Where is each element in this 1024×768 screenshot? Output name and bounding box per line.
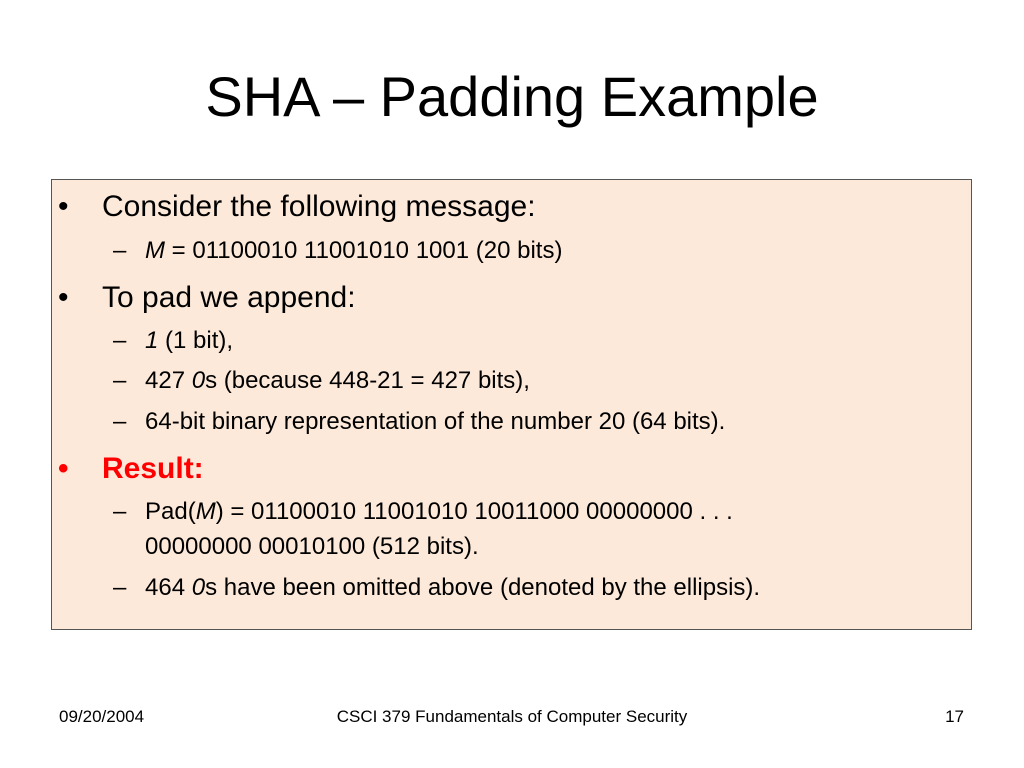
dash-icon: –: [113, 237, 127, 264]
dash-icon: –: [113, 367, 127, 394]
sub-bullet-text: 64-bit binary representation of the number 20 (64 bits).: [145, 408, 726, 435]
bullet-icon: •: [58, 281, 69, 314]
sub-bullet-text: [145, 365, 530, 397]
text-prefix: Pad(: [145, 498, 196, 525]
text-rest: (1 bit),: [158, 327, 234, 354]
bullet-icon: •: [58, 452, 69, 485]
footer-page-number: 17: [945, 707, 964, 726]
message-bits: = 01100010 11001010 1001 (20 bits): [165, 237, 563, 264]
variable-m: M: [145, 237, 165, 264]
text-rest: s have been omitted above (denoted by the ellipsis).: [205, 574, 761, 601]
footer-date: 09/20/2004: [59, 707, 145, 726]
text-rest: s (because 448-21 = 427 bits),: [205, 367, 530, 394]
text-prefix: 427: [145, 367, 192, 394]
sub-bullet-text: [145, 325, 233, 357]
sub-bullet-text: [145, 235, 562, 267]
sub-bullet-text: [145, 496, 733, 528]
dash-icon: –: [113, 408, 127, 435]
bullet-text: To pad we append:: [102, 281, 356, 314]
variable-one: 1: [145, 327, 159, 354]
bullet-text-result: Result:: [102, 452, 204, 485]
variable-zero: 0: [191, 574, 206, 601]
footer-course: CSCI 379 Fundamentals of Computer Security: [336, 707, 688, 726]
variable-zero: 0: [191, 367, 206, 394]
padded-bits-line2: 00000000 00010100 (512 bits).: [145, 533, 479, 560]
padded-bits-line1: ) = 01100010 11001010 10011000 00000000 . . .: [215, 498, 733, 525]
variable-m: M: [195, 498, 216, 525]
text-prefix: 464: [145, 574, 192, 601]
bullet-icon: •: [58, 190, 69, 223]
dash-icon: –: [113, 498, 127, 525]
dash-icon: –: [113, 574, 127, 601]
slide-title: SHA – Padding Example: [205, 65, 819, 128]
sub-bullet-text: [145, 572, 760, 604]
dash-icon: –: [113, 327, 127, 354]
bullet-text: Consider the following message:: [102, 190, 536, 223]
